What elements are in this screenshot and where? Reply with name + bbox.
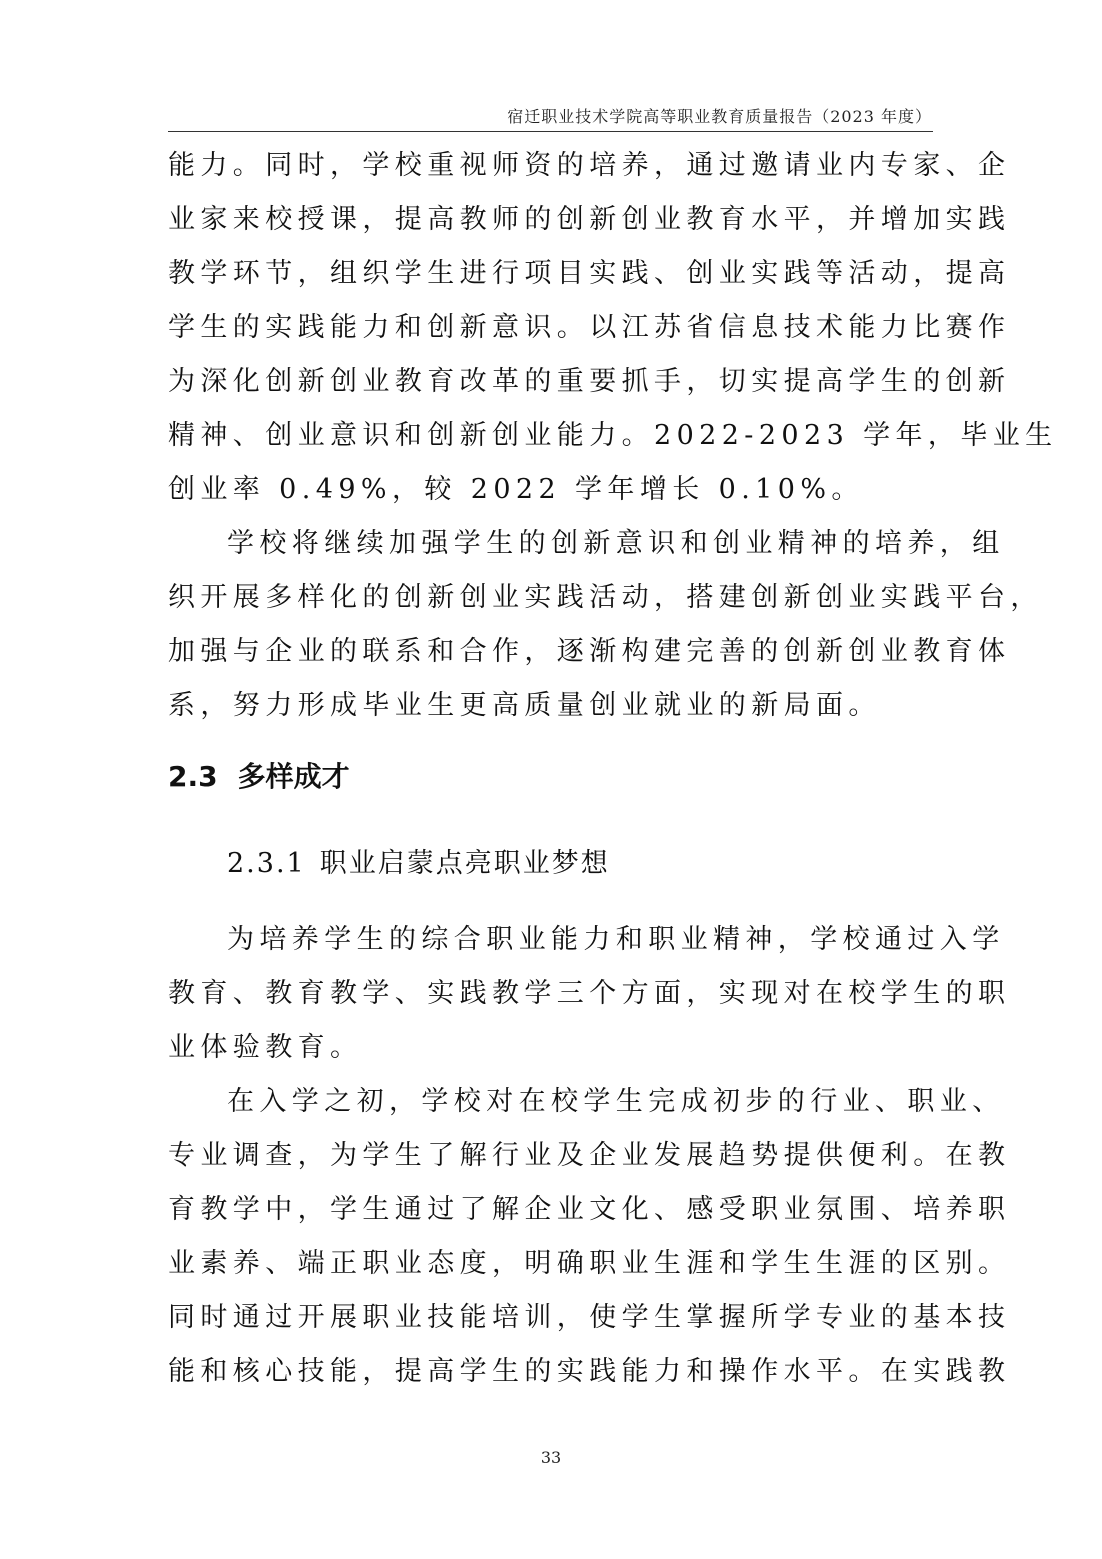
body-text-line: 学生的实践能力和创新意识。以江苏省信息技术能力比赛作: [168, 312, 1011, 343]
page-number: 33: [540, 1448, 562, 1467]
body-text-line: 教育、教育教学、实践教学三个方面，实现对在校学生的职: [168, 978, 1011, 1009]
section-heading: [168, 757, 350, 797]
running-header-title: 宿迁职业技术学院高等职业教育质量报告（2023 年度）: [507, 107, 932, 126]
section-number: 2.3: [168, 760, 218, 793]
body-text-line: 创业率 0.49%，较 2022 学年增长 0.10%。: [168, 474, 864, 505]
body-text-line: 业体验教育。: [168, 1032, 363, 1063]
subsection-title: 职业启蒙点亮职业梦想: [319, 848, 610, 879]
body-text-line: 业素养、端正职业态度，明确职业生涯和学生生涯的区别。: [168, 1248, 1011, 1279]
body-text-line: 业家来校授课，提高教师的创新创业教育水平，并增加实践: [168, 204, 1011, 235]
body-text-line: 为培养学生的综合职业能力和职业精神，学校通过入学: [227, 924, 1005, 955]
subsection-number: 2.3.1: [227, 848, 306, 879]
body-text-line: 教学环节，组织学生进行项目实践、创业实践等活动，提高: [168, 258, 1011, 289]
body-text-line: 为深化创新创业教育改革的重要抓手，切实提高学生的创新: [168, 366, 1011, 397]
body-text-line: 专业调查，为学生了解行业及企业发展趋势提供便利。在教: [168, 1140, 1011, 1171]
body-text-line: 织开展多样化的创新创业实践活动，搭建创新创业实践平台，: [168, 582, 1043, 613]
section-title: 多样成才: [237, 760, 350, 793]
body-text-line: 能力。同时，学校重视师资的培养，通过邀请业内专家、企: [168, 150, 1011, 181]
body-text-line: 精神、创业意识和创新创业能力。2022-2023 学年，毕业生: [168, 420, 1058, 451]
body-text-line: 加强与企业的联系和合作，逐渐构建完善的创新创业教育体: [168, 636, 1011, 667]
body-text-line: 同时通过开展职业技能培训，使学生掌握所学专业的基本技: [168, 1302, 1011, 1333]
body-text-line: 学校将继续加强学生的创新意识和创业精神的培养，组: [227, 528, 1005, 559]
subsection-heading: [227, 844, 610, 884]
body-text-line: 能和核心技能，提高学生的实践能力和操作水平。在实践教: [168, 1356, 1011, 1387]
body-text-line: 系，努力形成毕业生更高质量创业就业的新局面。: [168, 690, 881, 721]
header-divider: [168, 131, 933, 132]
body-text-line: 在入学之初，学校对在校学生完成初步的行业、职业、: [227, 1086, 1005, 1117]
body-text-line: 育教学中，学生通过了解企业文化、感受职业氛围、培养职: [168, 1194, 1011, 1225]
